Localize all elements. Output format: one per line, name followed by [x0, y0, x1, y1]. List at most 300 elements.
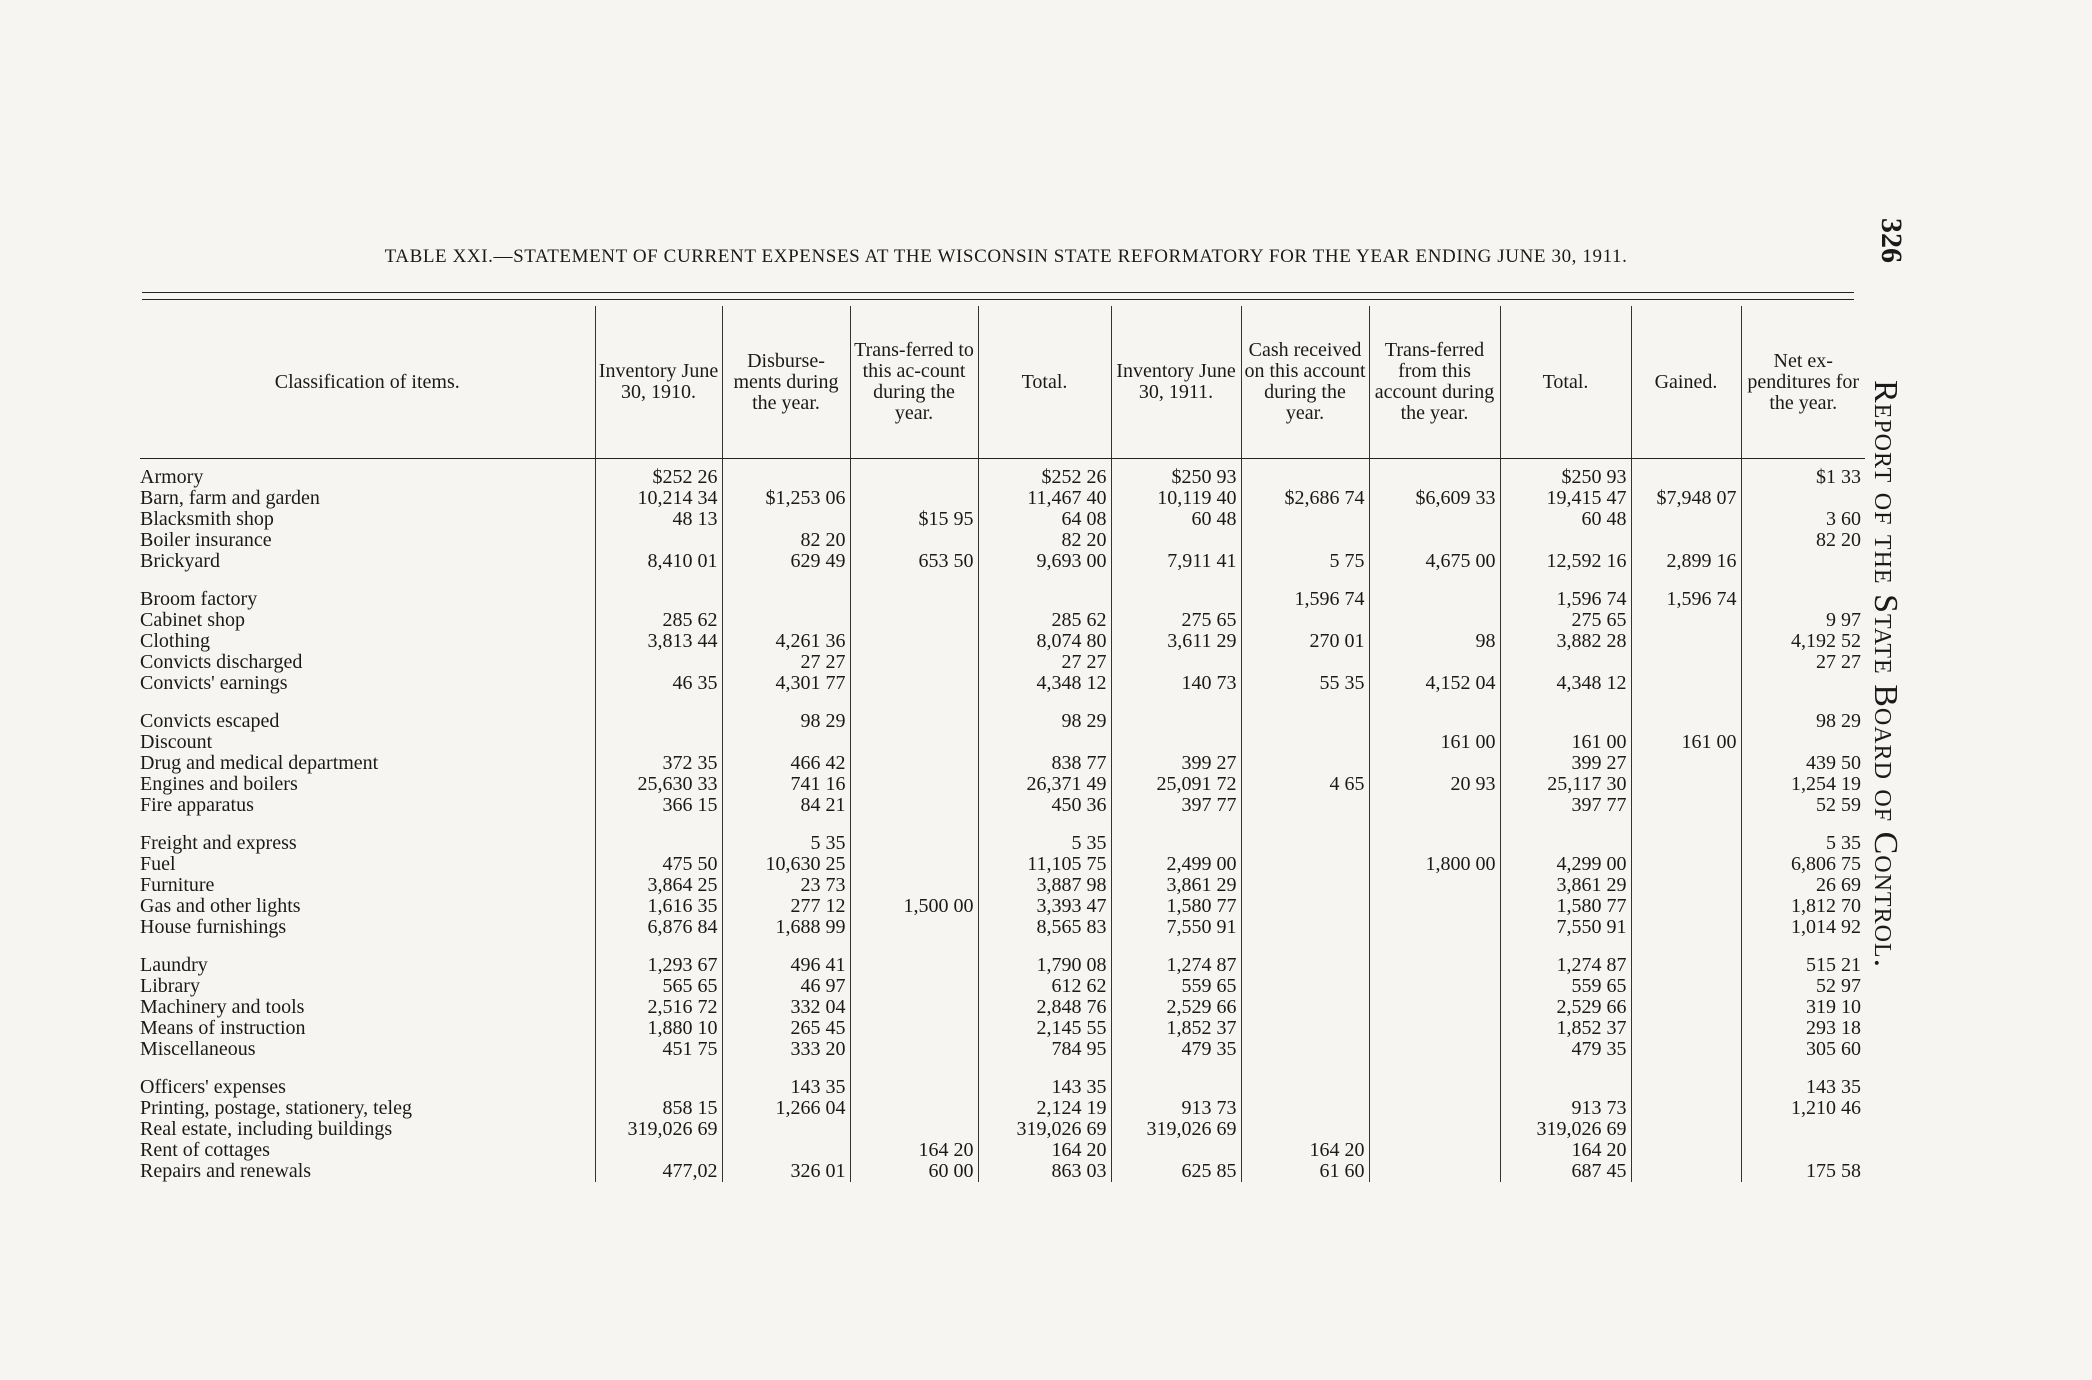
cell-total: 2,124 19: [978, 1098, 1111, 1119]
cell-item: Engines and boilers: [140, 773, 298, 795]
cell-net-expenditures: 6,806 75: [1741, 854, 1865, 875]
cell-gained: [1631, 854, 1741, 875]
group-spacer: [140, 572, 1865, 589]
cell-gained: 161 00: [1631, 732, 1741, 753]
cell-inventory-1911: 2,529 66: [1111, 997, 1241, 1018]
cell-item: Blacksmith shop: [140, 508, 274, 530]
page-number: 326: [1875, 218, 1908, 263]
cell-transferred-to: [850, 1119, 978, 1140]
cell-item: Brickyard: [140, 550, 220, 572]
cell-disbursements: 84 21: [722, 795, 850, 816]
cell-total: 319,026 69: [978, 1119, 1111, 1140]
cell-inventory-1911: [1111, 1077, 1241, 1098]
cell-transferred-from: [1369, 1039, 1500, 1060]
cell-transferred-to: [850, 589, 978, 610]
cell-net-expenditures: 9 97: [1741, 610, 1865, 631]
cell-cash-received: [1241, 459, 1369, 489]
cell-transferred-to: [850, 1039, 978, 1060]
cell-total: 64 08: [978, 509, 1111, 530]
table-row: [140, 459, 1865, 489]
cell-total: 26,371 49: [978, 774, 1111, 795]
cell-cash-received: [1241, 732, 1369, 753]
cell-total-2: 3,861 29: [1500, 875, 1631, 896]
cell-inventory-1910: [595, 1077, 722, 1098]
cell-inventory-1910: 1,616 35: [595, 896, 722, 917]
cell-disbursements: 629 49: [722, 551, 850, 572]
cell-total-2: $250 93: [1500, 459, 1631, 489]
cell-cash-received: [1241, 652, 1369, 673]
cell-transferred-to: [850, 854, 978, 875]
table-row: [140, 1077, 1865, 1098]
cell-item: Fuel: [140, 853, 176, 875]
cell-total-2: [1500, 1077, 1631, 1098]
running-head: Report of the State Board of Control.: [1867, 380, 1904, 969]
table-row: [140, 732, 1865, 753]
cell-transferred-to: [850, 774, 978, 795]
cell-transferred-to: [850, 997, 978, 1018]
cell-transferred-to: [850, 732, 978, 753]
cell-inventory-1910: [595, 1140, 722, 1161]
table-row: [140, 530, 1865, 551]
cell-net-expenditures: 175 58: [1741, 1161, 1865, 1182]
cell-inventory-1910: 48 13: [595, 509, 722, 530]
cell-disbursements: 1,266 04: [722, 1098, 850, 1119]
cell-net-expenditures: [1741, 1140, 1865, 1161]
cell-net-expenditures: 98 29: [1741, 711, 1865, 732]
cell-disbursements: 332 04: [722, 997, 850, 1018]
cell-gained: 1,596 74: [1631, 589, 1741, 610]
table-row: [140, 753, 1865, 774]
table-row: [140, 1098, 1865, 1119]
table-row: [140, 1119, 1865, 1140]
cell-inventory-1910: [595, 589, 722, 610]
cell-cash-received: [1241, 833, 1369, 854]
top-rule-double: [142, 299, 1854, 300]
table-row: [140, 997, 1865, 1018]
cell-item: Armory: [140, 466, 204, 488]
cell-transferred-to: [850, 976, 978, 997]
cell-cash-received: 55 35: [1241, 673, 1369, 694]
col-header-gained: Gained.: [1631, 306, 1741, 459]
cell-transferred-from: 4,152 04: [1369, 673, 1500, 694]
table-row: [140, 1018, 1865, 1039]
cell-transferred-from: 161 00: [1369, 732, 1500, 753]
cell-total: 863 03: [978, 1161, 1111, 1182]
cell-cash-received: [1241, 530, 1369, 551]
cell-cash-received: 270 01: [1241, 631, 1369, 652]
cell-inventory-1910: 2,516 72: [595, 997, 722, 1018]
cell-cash-received: 61 60: [1241, 1161, 1369, 1182]
cell-inventory-1911: $250 93: [1111, 459, 1241, 489]
cell-item: Convicts discharged: [140, 651, 303, 673]
col-header-item: Classification of items.: [140, 306, 595, 459]
cell-transferred-from: [1369, 1018, 1500, 1039]
cell-cash-received: [1241, 509, 1369, 530]
cell-disbursements: 98 29: [722, 711, 850, 732]
cell-cash-received: [1241, 753, 1369, 774]
cell-net-expenditures: 1,014 92: [1741, 917, 1865, 938]
cell-disbursements: 10,630 25: [722, 854, 850, 875]
cell-transferred-to: [850, 1018, 978, 1039]
cell-gained: [1631, 1119, 1741, 1140]
cell-cash-received: [1241, 875, 1369, 896]
cell-net-expenditures: 1,210 46: [1741, 1098, 1865, 1119]
cell-cash-received: 5 75: [1241, 551, 1369, 572]
cell-inventory-1911: [1111, 589, 1241, 610]
cell-total-2: 4,348 12: [1500, 673, 1631, 694]
cell-total: 5 35: [978, 833, 1111, 854]
cell-transferred-from: [1369, 1119, 1500, 1140]
cell-total: $252 26: [978, 459, 1111, 489]
cell-inventory-1911: 559 65: [1111, 976, 1241, 997]
cell-total-2: [1500, 530, 1631, 551]
cell-transferred-to: [850, 459, 978, 489]
cell-transferred-from: [1369, 509, 1500, 530]
cell-transferred-to: [850, 795, 978, 816]
cell-inventory-1911: 625 85: [1111, 1161, 1241, 1182]
cell-inventory-1911: [1111, 732, 1241, 753]
cell-transferred-from: [1369, 833, 1500, 854]
cell-gained: [1631, 459, 1741, 489]
cell-disbursements: 23 73: [722, 875, 850, 896]
cell-transferred-from: 98: [1369, 631, 1500, 652]
cell-total: 3,887 98: [978, 875, 1111, 896]
cell-inventory-1910: 6,876 84: [595, 917, 722, 938]
cell-disbursements: 333 20: [722, 1039, 850, 1060]
cell-total-2: 1,580 77: [1500, 896, 1631, 917]
cell-transferred-from: [1369, 1161, 1500, 1182]
cell-gained: [1631, 1039, 1741, 1060]
cell-cash-received: [1241, 1098, 1369, 1119]
cell-item: Broom factory: [140, 588, 258, 610]
group-spacer: [140, 694, 1865, 711]
cell-inventory-1910: [595, 732, 722, 753]
cell-net-expenditures: 26 69: [1741, 875, 1865, 896]
cell-cash-received: [1241, 1039, 1369, 1060]
cell-transferred-to: [850, 833, 978, 854]
cell-gained: [1631, 1140, 1741, 1161]
cell-disbursements: 143 35: [722, 1077, 850, 1098]
table-row: [140, 833, 1865, 854]
cell-transferred-from: [1369, 610, 1500, 631]
cell-inventory-1911: 10,119 40: [1111, 488, 1241, 509]
cell-inventory-1911: 399 27: [1111, 753, 1241, 774]
cell-cash-received: [1241, 795, 1369, 816]
group-spacer: [140, 1060, 1865, 1077]
cell-inventory-1911: 25,091 72: [1111, 774, 1241, 795]
cell-item: Boiler insurance: [140, 529, 272, 551]
cell-inventory-1910: 475 50: [595, 854, 722, 875]
cell-item: Freight and express: [140, 832, 297, 854]
cell-net-expenditures: 305 60: [1741, 1039, 1865, 1060]
cell-transferred-from: $6,609 33: [1369, 488, 1500, 509]
cell-cash-received: [1241, 711, 1369, 732]
cell-total-2: 60 48: [1500, 509, 1631, 530]
cell-transferred-from: [1369, 589, 1500, 610]
table-row: [140, 1039, 1865, 1060]
cell-net-expenditures: 52 97: [1741, 976, 1865, 997]
cell-inventory-1910: 477,02: [595, 1161, 722, 1182]
cell-cash-received: [1241, 1077, 1369, 1098]
cell-transferred-from: 1,800 00: [1369, 854, 1500, 875]
cell-inventory-1910: 10,214 34: [595, 488, 722, 509]
cell-cash-received: 4 65: [1241, 774, 1369, 795]
col-header-inventory-1910: Inventory June 30, 1910.: [595, 306, 722, 459]
cell-cash-received: [1241, 917, 1369, 938]
cell-gained: [1631, 955, 1741, 976]
cell-total-2: 2,529 66: [1500, 997, 1631, 1018]
cell-transferred-from: [1369, 711, 1500, 732]
cell-net-expenditures: [1741, 589, 1865, 610]
cell-inventory-1910: 1,880 10: [595, 1018, 722, 1039]
cell-disbursements: 466 42: [722, 753, 850, 774]
cell-inventory-1911: 275 65: [1111, 610, 1241, 631]
cell-gained: [1631, 631, 1741, 652]
cell-net-expenditures: 4,192 52: [1741, 631, 1865, 652]
table-row: [140, 711, 1865, 732]
cell-disbursements: 1,688 99: [722, 917, 850, 938]
cell-item: Library: [140, 975, 200, 997]
cell-inventory-1911: 60 48: [1111, 509, 1241, 530]
col-header-transferred-from: Trans-ferred from this account during the year.: [1369, 306, 1500, 459]
cell-net-expenditures: [1741, 488, 1865, 509]
cell-net-expenditures: 1,812 70: [1741, 896, 1865, 917]
cell-net-expenditures: 515 21: [1741, 955, 1865, 976]
cell-disbursements: 46 97: [722, 976, 850, 997]
cell-cash-received: 1,596 74: [1241, 589, 1369, 610]
col-header-disbursements: Disburse-ments during the year.: [722, 306, 850, 459]
cell-gained: [1631, 530, 1741, 551]
cell-inventory-1911: 2,499 00: [1111, 854, 1241, 875]
cell-item: Laundry: [140, 954, 208, 976]
cell-inventory-1911: 140 73: [1111, 673, 1241, 694]
cell-total: 2,848 76: [978, 997, 1111, 1018]
cell-gained: [1631, 997, 1741, 1018]
cell-transferred-from: [1369, 530, 1500, 551]
cell-disbursements: [722, 610, 850, 631]
cell-item: Machinery and tools: [140, 996, 305, 1018]
cell-inventory-1910: [595, 711, 722, 732]
cell-inventory-1911: 319,026 69: [1111, 1119, 1241, 1140]
cell-transferred-to: [850, 652, 978, 673]
cell-transferred-to: [850, 917, 978, 938]
cell-total-2: 7,550 91: [1500, 917, 1631, 938]
cell-cash-received: $2,686 74: [1241, 488, 1369, 509]
cell-inventory-1911: 3,861 29: [1111, 875, 1241, 896]
cell-transferred-from: [1369, 652, 1500, 673]
cell-transferred-to: [850, 955, 978, 976]
table-row: [140, 917, 1865, 938]
cell-cash-received: [1241, 610, 1369, 631]
cell-cash-received: [1241, 955, 1369, 976]
cell-transferred-from: 20 93: [1369, 774, 1500, 795]
table-row: [140, 1140, 1865, 1161]
cell-transferred-from: [1369, 976, 1500, 997]
cell-total-2: [1500, 652, 1631, 673]
cell-total: [978, 589, 1111, 610]
cell-item: Cabinet shop: [140, 609, 245, 631]
cell-cash-received: [1241, 976, 1369, 997]
cell-gained: [1631, 509, 1741, 530]
cell-item: Convicts' earnings: [140, 672, 288, 694]
cell-gained: [1631, 795, 1741, 816]
cell-transferred-to: [850, 1098, 978, 1119]
cell-transferred-to: 60 00: [850, 1161, 978, 1182]
cell-transferred-to: 1,500 00: [850, 896, 978, 917]
table-row: [140, 896, 1865, 917]
cell-total: 2,145 55: [978, 1018, 1111, 1039]
cell-inventory-1911: 1,274 87: [1111, 955, 1241, 976]
cell-total-2: 19,415 47: [1500, 488, 1631, 509]
cell-net-expenditures: [1741, 1119, 1865, 1140]
cell-disbursements: 326 01: [722, 1161, 850, 1182]
cell-gained: $7,948 07: [1631, 488, 1741, 509]
cell-cash-received: [1241, 997, 1369, 1018]
cell-inventory-1910: 3,864 25: [595, 875, 722, 896]
cell-disbursements: [722, 509, 850, 530]
cell-item: Means of instruction: [140, 1017, 306, 1039]
cell-total-2: 4,299 00: [1500, 854, 1631, 875]
cell-inventory-1911: 1,852 37: [1111, 1018, 1241, 1039]
cell-transferred-to: 164 20: [850, 1140, 978, 1161]
cell-inventory-1910: 565 65: [595, 976, 722, 997]
cell-disbursements: [722, 459, 850, 489]
cell-disbursements: 27 27: [722, 652, 850, 673]
col-header-total: Total.: [978, 306, 1111, 459]
cell-transferred-from: [1369, 896, 1500, 917]
cell-gained: [1631, 1018, 1741, 1039]
table-title: TABLE XXI.—STATEMENT OF CURRENT EXPENSES AT THE WISCONSIN STATE REFORMATORY FOR THE YEAR ENDING JUNE 30, 1911.: [384, 246, 1628, 267]
cell-inventory-1910: 858 15: [595, 1098, 722, 1119]
cell-total-2: 25,117 30: [1500, 774, 1631, 795]
group-spacer: [140, 816, 1865, 833]
cell-transferred-from: [1369, 795, 1500, 816]
cell-cash-received: [1241, 854, 1369, 875]
cell-item: Furniture: [140, 874, 215, 896]
cell-gained: [1631, 774, 1741, 795]
cell-transferred-from: [1369, 955, 1500, 976]
cell-item: Printing, postage, stationery, teleg: [140, 1097, 412, 1119]
table-row: [140, 610, 1865, 631]
cell-gained: [1631, 753, 1741, 774]
cell-net-expenditures: 293 18: [1741, 1018, 1865, 1039]
cell-gained: [1631, 673, 1741, 694]
cell-item: Clothing: [140, 630, 211, 652]
cell-inventory-1910: [595, 833, 722, 854]
cell-transferred-from: [1369, 1077, 1500, 1098]
cell-total-2: 319,026 69: [1500, 1119, 1631, 1140]
cell-gained: [1631, 1077, 1741, 1098]
cell-total: 98 29: [978, 711, 1111, 732]
cell-inventory-1911: 479 35: [1111, 1039, 1241, 1060]
cell-transferred-from: [1369, 459, 1500, 489]
cell-total: 82 20: [978, 530, 1111, 551]
cell-transferred-to: [850, 631, 978, 652]
cell-total: 612 62: [978, 976, 1111, 997]
cell-total: 164 20: [978, 1140, 1111, 1161]
cell-total-2: 161 00: [1500, 732, 1631, 753]
table-row: [140, 875, 1865, 896]
cell-total-2: 1,852 37: [1500, 1018, 1631, 1039]
cell-item: Convicts escaped: [140, 710, 280, 732]
cell-inventory-1911: 7,550 91: [1111, 917, 1241, 938]
table-row: [140, 509, 1865, 530]
table-row: [140, 488, 1865, 509]
cell-transferred-from: [1369, 997, 1500, 1018]
cell-inventory-1910: 1,293 67: [595, 955, 722, 976]
cell-total: [978, 732, 1111, 753]
cell-total: 450 36: [978, 795, 1111, 816]
cell-net-expenditures: 5 35: [1741, 833, 1865, 854]
cell-inventory-1910: 3,813 44: [595, 631, 722, 652]
cell-net-expenditures: [1741, 732, 1865, 753]
cell-cash-received: [1241, 1018, 1369, 1039]
cell-gained: [1631, 917, 1741, 938]
cell-net-expenditures: 82 20: [1741, 530, 1865, 551]
cell-inventory-1911: 1,580 77: [1111, 896, 1241, 917]
cell-total-2: 913 73: [1500, 1098, 1631, 1119]
cell-inventory-1910: 372 35: [595, 753, 722, 774]
col-header-net-expenditures: Net ex-penditures for the year.: [1741, 306, 1865, 459]
cell-item: Barn, farm and garden: [140, 487, 320, 509]
cell-inventory-1910: 319,026 69: [595, 1119, 722, 1140]
cell-transferred-from: [1369, 917, 1500, 938]
table-row: [140, 673, 1865, 694]
cell-gained: [1631, 875, 1741, 896]
table-row: [140, 631, 1865, 652]
col-header-transferred-to: Trans-ferred to this ac-count during the year.: [850, 306, 978, 459]
cell-total-2: 479 35: [1500, 1039, 1631, 1060]
cell-disbursements: 741 16: [722, 774, 850, 795]
table-row: [140, 795, 1865, 816]
cell-total: 11,105 75: [978, 854, 1111, 875]
cell-net-expenditures: [1741, 673, 1865, 694]
cell-item: Fire apparatus: [140, 794, 254, 816]
table-row: [140, 652, 1865, 673]
cell-inventory-1910: 451 75: [595, 1039, 722, 1060]
cell-transferred-to: 653 50: [850, 551, 978, 572]
cell-total-2: 164 20: [1500, 1140, 1631, 1161]
top-rule: [142, 292, 1854, 293]
table-row: [140, 551, 1865, 572]
cell-transferred-from: [1369, 875, 1500, 896]
cell-total-2: 1,596 74: [1500, 589, 1631, 610]
cell-total-2: [1500, 711, 1631, 732]
cell-total: 1,790 08: [978, 955, 1111, 976]
cell-net-expenditures: 3 60: [1741, 509, 1865, 530]
cell-item: Miscellaneous: [140, 1038, 256, 1060]
cell-transferred-to: [850, 530, 978, 551]
cell-transferred-from: 4,675 00: [1369, 551, 1500, 572]
cell-transferred-to: [850, 1077, 978, 1098]
cell-inventory-1911: 913 73: [1111, 1098, 1241, 1119]
cell-total-2: 397 77: [1500, 795, 1631, 816]
cell-transferred-from: [1369, 1098, 1500, 1119]
col-header-cash-received: Cash received on this account during the year.: [1241, 306, 1369, 459]
table-row: [140, 589, 1865, 610]
cell-inventory-1911: 7,911 41: [1111, 551, 1241, 572]
cell-inventory-1910: 285 62: [595, 610, 722, 631]
cell-disbursements: [722, 1140, 850, 1161]
cell-cash-received: [1241, 896, 1369, 917]
expenses-table: [140, 306, 1865, 1182]
table-body: [140, 459, 1865, 1183]
cell-total-2: 399 27: [1500, 753, 1631, 774]
cell-item: Discount: [140, 731, 213, 753]
cell-inventory-1911: [1111, 652, 1241, 673]
cell-total-2: 687 45: [1500, 1161, 1631, 1182]
cell-transferred-to: [850, 753, 978, 774]
